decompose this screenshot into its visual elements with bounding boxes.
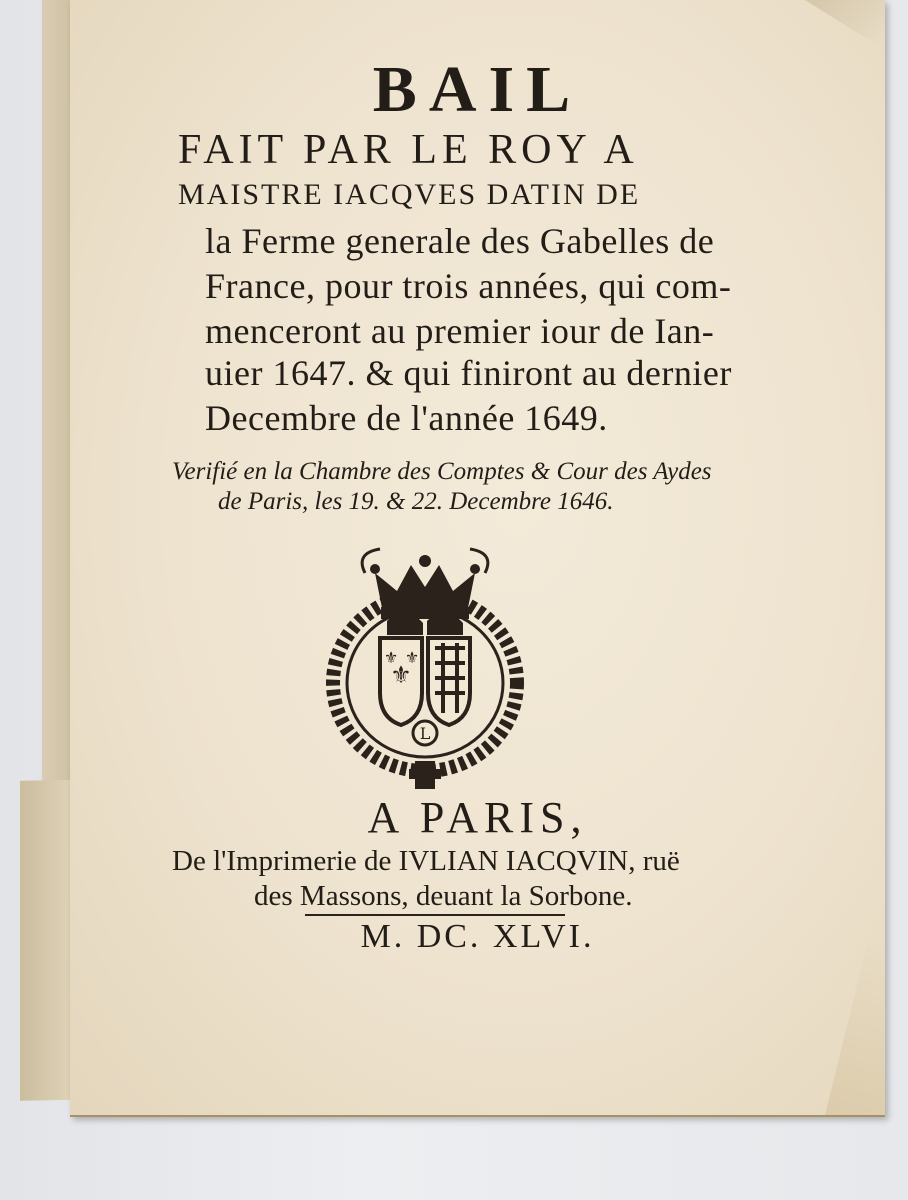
imprint-city: A PARIS, — [367, 793, 588, 842]
svg-text:⚜: ⚜ — [383, 648, 399, 667]
body-line-5: Decembre de l'année 1649. — [205, 398, 608, 438]
monogram-icon — [413, 721, 437, 745]
imprint-line-2: des Massons, deuant la Sorbone. — [254, 880, 633, 912]
royal-arms-printer-device — [325, 543, 525, 793]
imprint-rule — [305, 914, 565, 916]
title-line-2: FAIT PAR LE ROY A — [178, 127, 639, 173]
monogram-letter: L — [419, 724, 431, 743]
title-line-3: MAISTRE IACQVES DATIN DE — [178, 178, 641, 211]
imprint-line-1: De l'Imprimerie de IVLIAN IACQVIN, ruë — [172, 845, 680, 877]
body-line-1: la Ferme generale des Gabelles de — [205, 221, 715, 261]
coat-of-arms-shield-icon — [380, 612, 470, 725]
body-line-4: uier 1647. & qui finiront au dernier — [205, 353, 732, 393]
title-page — [70, 0, 885, 1117]
publication-year: M. DC. XLVI. — [360, 918, 595, 955]
verification-line-1: Verifié en la Chambre des Comptes & Cour des Aydes — [172, 458, 712, 485]
body-line-3: menceront au premier iour de Ian- — [205, 311, 715, 351]
verification-line-2: de Paris, les 19. & 22. Decembre 1646. — [218, 488, 614, 515]
page-content — [70, 0, 885, 1115]
document-title: BAIL — [372, 53, 583, 126]
svg-text:⚜: ⚜ — [390, 661, 412, 689]
body-line-2: France, pour trois années, qui com- — [205, 266, 732, 306]
svg-text:⚜: ⚜ — [404, 648, 420, 667]
